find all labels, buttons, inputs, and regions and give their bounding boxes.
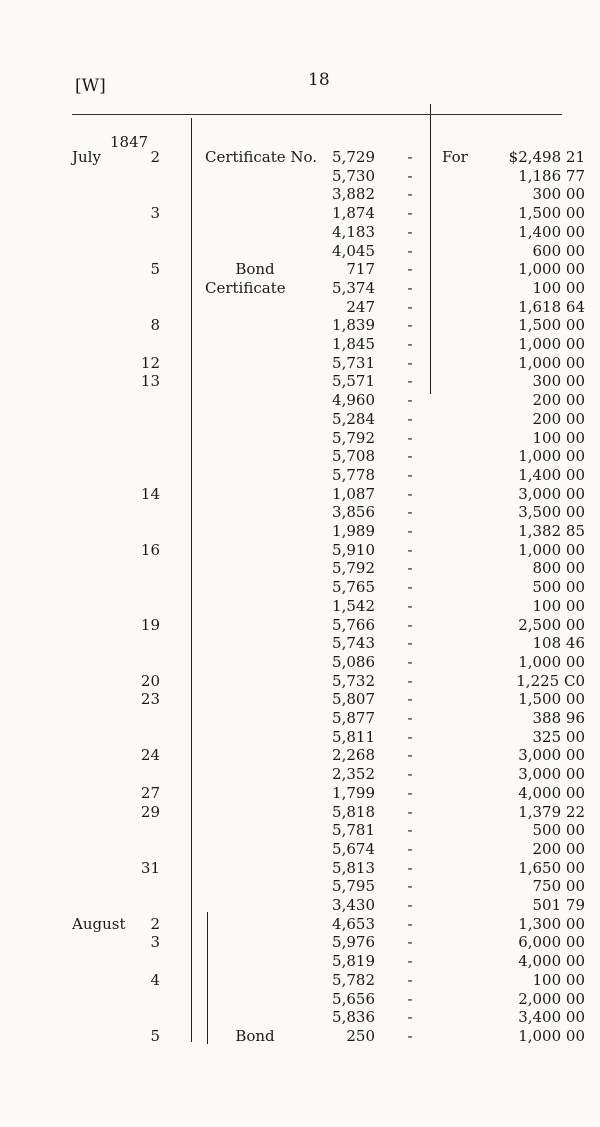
table-row [0, 372, 600, 391]
page-number: 18 [308, 70, 330, 90]
amount-cell: 3,400 00 [518, 1008, 585, 1027]
certificate-number-cell: 5,656 [332, 989, 375, 1008]
certificate-number-cell: 5,708 [332, 447, 375, 466]
day-cell: 19 [140, 615, 160, 634]
dash-cell: - [407, 839, 413, 858]
dash-cell: - [407, 148, 413, 166]
table-row [0, 204, 600, 223]
amount-cell: 1,000 00 [518, 335, 585, 353]
doc-type-cell: Certificate [205, 278, 286, 297]
dash-cell: - [407, 222, 413, 241]
amount-cell: 1,400 00 [518, 222, 585, 241]
day-cell: 16 [140, 540, 160, 559]
table-row [0, 223, 600, 242]
table-row [0, 541, 600, 560]
table-row [0, 915, 600, 934]
dash-cell: - [407, 278, 413, 297]
dash-cell: - [407, 166, 413, 185]
table-row [0, 1027, 600, 1046]
certificate-number-cell: 5,976 [332, 933, 375, 952]
table-row [0, 466, 600, 485]
amount-cell: 1,000 00 [518, 540, 585, 559]
table-row [0, 616, 600, 635]
dash-cell: - [407, 465, 413, 484]
day-cell: 20 [140, 671, 160, 690]
amount-cell: 100 00 [532, 278, 585, 297]
day-cell: 27 [140, 783, 160, 802]
table-row [0, 952, 600, 971]
amount-cell: 108 46 [532, 634, 585, 653]
certificate-number-cell: 247 [346, 297, 375, 316]
amount-cell: 1,650 00 [518, 858, 585, 877]
amount-cell: 1,186 77 [518, 166, 585, 185]
dash-cell: - [407, 783, 413, 802]
table-row [0, 1008, 600, 1027]
amount-cell: 388 96 [532, 709, 585, 727]
amount-cell: 1,300 00 [518, 914, 585, 933]
table-row [0, 522, 600, 541]
amount-cell: 1,000 00 [518, 260, 585, 279]
day-cell: 5 [150, 1026, 160, 1045]
dash-cell: - [407, 596, 413, 615]
amount-cell: 3,000 00 [518, 484, 585, 503]
table-row [0, 354, 600, 373]
table-row [0, 410, 600, 429]
certificate-number-cell: 1,839 [332, 316, 375, 335]
certificate-number-cell: 1,845 [332, 335, 375, 353]
dash-cell: - [407, 765, 413, 784]
dash-cell: - [407, 409, 413, 428]
amount-cell: 100 00 [532, 596, 585, 615]
dash-cell: - [407, 671, 413, 690]
certificate-number-cell: 1,542 [332, 596, 375, 615]
doc-type-cell: Bond [235, 1026, 275, 1045]
certificate-number-cell: 5,813 [332, 858, 375, 877]
certificate-number-cell: 5,782 [332, 970, 375, 989]
table-row [0, 260, 600, 279]
day-cell: 24 [140, 746, 160, 765]
dash-cell: - [407, 428, 413, 447]
amount-cell: 1,000 00 [518, 447, 585, 466]
certificate-number-cell: 5,819 [332, 952, 375, 971]
dash-cell: - [407, 540, 413, 559]
dash-cell: - [407, 1026, 413, 1045]
amount-cell: 300 00 [532, 372, 585, 391]
month-cell: August [72, 914, 126, 933]
certificate-number-cell: 5,731 [332, 353, 375, 372]
day-cell: 2 [150, 914, 160, 933]
table-row [0, 728, 600, 747]
dash-cell: - [407, 821, 413, 840]
dash-cell: - [407, 316, 413, 335]
table-row [0, 298, 600, 317]
dash-cell: - [407, 914, 413, 933]
day-cell: 3 [150, 933, 160, 952]
amount-cell: 100 00 [532, 970, 585, 989]
dash-cell: - [407, 952, 413, 971]
table-row [0, 840, 600, 859]
header-rule [72, 114, 562, 115]
table-row [0, 971, 600, 990]
certificate-number-cell: 4,183 [332, 222, 375, 241]
certificate-number-cell: 5,374 [332, 278, 375, 297]
dash-cell: - [407, 353, 413, 372]
table-row [0, 990, 600, 1009]
certificate-number-cell: 3,882 [332, 185, 375, 204]
amount-cell: 3,000 00 [518, 765, 585, 784]
page-header [0, 68, 600, 98]
month-cell: July [72, 148, 101, 166]
amount-cell: 200 00 [532, 409, 585, 428]
table-row [0, 167, 600, 186]
certificate-number-cell: 4,960 [332, 391, 375, 410]
certificate-number-cell: 3,856 [332, 503, 375, 522]
amount-cell: 1,000 00 [518, 652, 585, 671]
certificate-number-cell: 5,781 [332, 821, 375, 840]
dash-cell: - [407, 970, 413, 989]
table-row [0, 316, 600, 335]
day-cell: 13 [140, 372, 160, 391]
dash-cell: - [407, 503, 413, 522]
dash-cell: - [407, 335, 413, 353]
certificate-number-cell: 3,430 [332, 896, 375, 914]
table-row [0, 597, 600, 616]
doc-type-cell: Bond [235, 260, 275, 279]
amount-cell: 1,382 85 [518, 522, 585, 540]
dash-cell: - [407, 559, 413, 578]
day-cell: 31 [140, 858, 160, 877]
amount-cell: 100 00 [532, 428, 585, 447]
certificate-number-cell: 717 [346, 260, 375, 279]
table-row [0, 803, 600, 822]
certificate-number-cell: 5,743 [332, 634, 375, 653]
certificate-number-cell: 5,086 [332, 652, 375, 671]
amount-cell: 1,225 C0 [516, 671, 585, 690]
table-row [0, 429, 600, 448]
day-cell: 5 [150, 260, 160, 279]
amount-cell: 1,500 00 [518, 204, 585, 223]
amount-cell: 200 00 [532, 839, 585, 858]
dash-cell: - [407, 1008, 413, 1027]
table-row [0, 485, 600, 504]
amount-cell: 3,500 00 [518, 503, 585, 522]
certificate-number-cell: 1,989 [332, 522, 375, 540]
table-row [0, 877, 600, 896]
table-row [0, 578, 600, 597]
table-row [0, 672, 600, 691]
table-row [0, 279, 600, 298]
amount-cell: 500 00 [532, 821, 585, 840]
table-row [0, 653, 600, 672]
amount-cell: 1,500 00 [518, 316, 585, 335]
amount-cell: 3,000 00 [518, 746, 585, 765]
certificate-number-cell: 5,877 [332, 709, 375, 727]
dash-cell: - [407, 652, 413, 671]
dash-cell: - [407, 391, 413, 410]
certificate-number-cell: 5,571 [332, 372, 375, 391]
certificate-number-cell: 5,284 [332, 409, 375, 428]
certificate-number-cell: 5,807 [332, 690, 375, 709]
dash-cell: - [407, 933, 413, 952]
dash-cell: - [407, 877, 413, 896]
certificate-number-cell: 5,765 [332, 578, 375, 597]
amount-cell: 800 00 [532, 559, 585, 578]
certificate-number-cell: 5,674 [332, 839, 375, 858]
amount-cell: 1,618 64 [518, 297, 585, 316]
table-row [0, 242, 600, 261]
certificate-number-cell: 5,766 [332, 615, 375, 634]
dash-cell: - [407, 727, 413, 746]
certificate-number-cell: 5,730 [332, 166, 375, 185]
dash-cell: - [407, 896, 413, 914]
dash-cell: - [407, 372, 413, 391]
certificate-number-cell: 4,045 [332, 241, 375, 260]
amount-cell: 200 00 [532, 391, 585, 410]
table-row [0, 821, 600, 840]
table-row [0, 634, 600, 653]
certificate-number-cell: 1,799 [332, 783, 375, 802]
dash-cell: - [407, 185, 413, 204]
amount-cell: 4,000 00 [518, 783, 585, 802]
certificate-number-cell: 5,778 [332, 465, 375, 484]
dash-cell: - [407, 746, 413, 765]
table-row [0, 784, 600, 803]
certificate-number-cell: 2,268 [332, 746, 375, 765]
dash-cell: - [407, 989, 413, 1008]
day-cell: 2 [150, 148, 160, 166]
certificate-number-cell: 5,910 [332, 540, 375, 559]
table-row [0, 148, 600, 167]
dash-cell: - [407, 297, 413, 316]
amount-cell: 501 79 [532, 896, 585, 914]
dash-cell: - [407, 260, 413, 279]
table-row [0, 709, 600, 728]
day-cell: 12 [140, 353, 160, 372]
certificate-number-cell: 250 [346, 1026, 375, 1045]
table-row [0, 335, 600, 354]
dash-cell: - [407, 634, 413, 653]
day-cell: 8 [150, 316, 160, 335]
amount-cell: 1,500 00 [518, 690, 585, 709]
amount-cell: 1,000 00 [518, 353, 585, 372]
certificate-number-cell: 1,087 [332, 484, 375, 503]
amount-cell: $2,498 21 [508, 148, 585, 166]
dash-cell: - [407, 204, 413, 223]
amount-cell: 750 00 [532, 877, 585, 896]
table-row [0, 447, 600, 466]
table-row [0, 746, 600, 765]
day-cell: 4 [150, 970, 160, 989]
table-row [0, 391, 600, 410]
amount-cell: 600 00 [532, 241, 585, 260]
table-row [0, 503, 600, 522]
table-row [0, 690, 600, 709]
amount-cell: 500 00 [532, 578, 585, 597]
certificate-number-cell: 5,836 [332, 1008, 375, 1027]
amount-cell: 325 00 [532, 727, 585, 746]
doc-type-cell: Certificate No. [205, 148, 318, 166]
dash-cell: - [407, 690, 413, 709]
day-cell: 23 [140, 690, 160, 709]
for-label-cell: For [442, 148, 468, 166]
table-row [0, 933, 600, 952]
certificate-number-cell: 5,795 [332, 877, 375, 896]
amount-cell: 1,000 00 [518, 1026, 585, 1045]
certificate-number-cell: 4,653 [332, 914, 375, 933]
dash-cell: - [407, 578, 413, 597]
amount-cell: 2,500 00 [518, 615, 585, 634]
amount-cell: 4,000 00 [518, 952, 585, 971]
dash-cell: - [407, 484, 413, 503]
dash-cell: - [407, 241, 413, 260]
amount-cell: 2,000 00 [518, 989, 585, 1008]
certificate-number-cell: 5,792 [332, 428, 375, 447]
day-cell: 29 [140, 802, 160, 821]
dash-cell: - [407, 615, 413, 634]
table-row [0, 559, 600, 578]
certificate-number-cell: 2,352 [332, 765, 375, 784]
certificate-number-cell: 1,874 [332, 204, 375, 223]
dash-cell: - [407, 802, 413, 821]
certificate-number-cell: 5,732 [332, 671, 375, 690]
table-row [0, 765, 600, 784]
table-row [0, 185, 600, 204]
section-mark: [W] [75, 76, 106, 96]
day-cell: 14 [140, 484, 160, 503]
amount-cell: 1,400 00 [518, 465, 585, 484]
certificate-number-cell: 5,811 [332, 727, 375, 746]
certificate-number-cell: 5,792 [332, 559, 375, 578]
table-row [0, 859, 600, 878]
dash-cell: - [407, 522, 413, 540]
dash-cell: - [407, 709, 413, 727]
amount-cell: 300 00 [532, 185, 585, 204]
certificate-number-cell: 5,818 [332, 802, 375, 821]
amount-cell: 6,000 00 [518, 933, 585, 952]
year-heading: 1847 [110, 133, 149, 151]
dash-cell: - [407, 858, 413, 877]
certificate-number-cell: 5,729 [332, 148, 375, 166]
table-row [0, 896, 600, 915]
day-cell: 3 [150, 204, 160, 223]
amount-cell: 1,379 22 [518, 802, 585, 821]
dash-cell: - [407, 447, 413, 466]
